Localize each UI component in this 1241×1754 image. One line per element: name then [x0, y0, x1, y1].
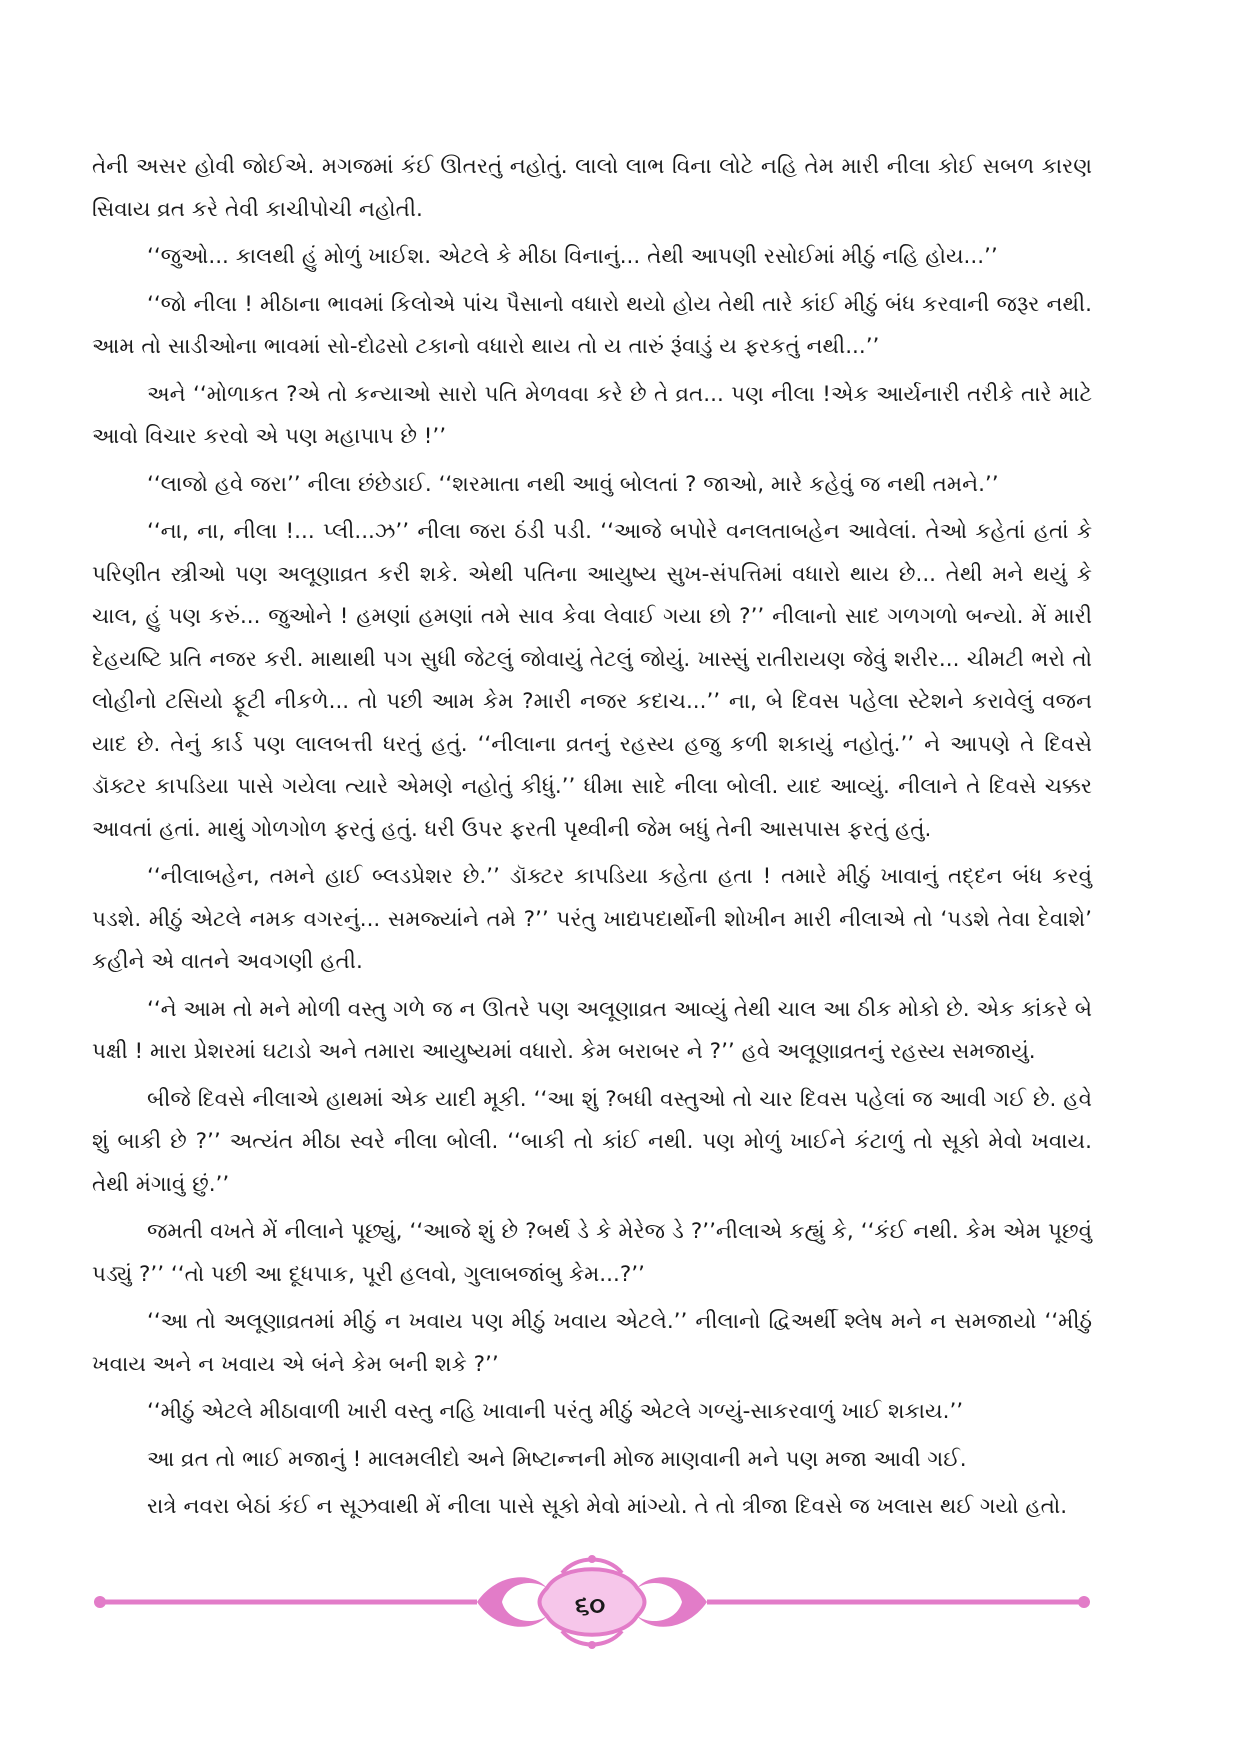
ornament-right-curl	[637, 1577, 707, 1627]
paragraph: તેની અસર હોવી જોઈએ. મગજમાં કંઈ ઊતરતું નહોતું. લાલો લાભ વિના લોટે નહિ તેમ મારી નીલા કોઈ સબળ કારણ સિવાય વ્રત કરે તેવી કાચીપોચી નહોતી.	[92, 154, 1092, 222]
ornament-top-bead	[588, 1555, 596, 1563]
paragraph: ‘‘ના, ના, નીલા !... પ્લી...ઝ’’ નીલા જરા ઠંડી પડી. ‘‘આજે બપોરે વનલતાબહેન આવેલાં. તેઓ કહેતાં હતાં કે પરિણીત સ્ત્રીઓ પણ અલૂણાવ્રત કરી શકે. એથી પતિના આયુષ્ય સુખ-સંપત્તિમાં વધારો થાય છે... તેથી મને થયું કે ચાલ, હું પણ કરું... જુઓને ! હમણાં હમણાં તમે સાવ કેવા લેવાઈ ગયા છો ?’’ નીલાનો સાદ ગળગળો બન્યો. મેં મારી દેહયષ્ટિ પ્રતિ નજર કરી. માથાથી પગ સુધી જેટલું જોવાયું તેટલું જોયું. ખાસ્સું રાતીરાયણ જેવું શરીર... ચીમટી ભરો તો લોહીનો ટસિયો ફૂટી નીકળે... તો પછી આમ કેમ ?મારી નજર કદાચ...’’ ના, બે દિવસ પહેલા સ્ટેશને કરાવેલું વજન યાદ છે. તેનું કાર્ડ પણ લાલબત્તી ધરતું હતું. ‘‘નીલાના વ્રતનું રહસ્ય હજુ કળી શકાયું નહોતું.’’ ને આપણે તે દિવસે ડૉક્ટર કાપડિયા પાસે ગયેલા ત્યારે એમણે નહોતું કીધું.’’ ધીમા સાદે નીલા બોલી. યાદ આવ્યું. નીલાને તે દિવસે ચક્કર આવતાં હતાં. માથું ગોળગોળ ફરતું હતું. ધરી ઉપર ફરતી પૃથ્વીની જેમ બધું તેની આસપાસ ફરતું હતું.	[92, 519, 1092, 842]
paragraph: ‘‘ને આમ તો મને મોળી વસ્તુ ગળે જ ન ઊતરે પણ અલૂણાવ્રત આવ્યું તેથી ચાલ આ ઠીક મોકો છે. એક કાંકરે બે પક્ષી ! મારા પ્રેશરમાં ઘટાડો અને તમારા આયુષ્યમાં વધારો. કેમ બરાબર ને ?’’ હવે અલૂણાવ્રતનું રહસ્ય સમજાયું.	[92, 996, 1092, 1064]
paragraph: આ વ્રત તો ભાઈ મજાનું ! માલમલીદો અને મિષ્ટાન્નની મોજ માણવાની મને પણ મજા આવી ગઈ.	[147, 1446, 967, 1472]
story-text	[92, 146, 1092, 1534]
paragraph: ‘‘નીલાબહેન, તમને હાઈ બ્લડપ્રેશર છે.’’ ડૉક્ટર કાપડિયા કહેતા હતા ! તમારે મીઠું ખાવાનું તદ્દન બંધ કરવું પડશે. મીઠું એટલે નમક વગરનું... સમજ્યાંને તમે ?’’ પરંતુ ખાદ્યપદાર્થોની શોખીન મારી નીલાએ તો ‘પડશે તેવા દેવાશે’ કહીને એ વાતને અવગણી હતી.	[92, 864, 1092, 974]
page-number: ૬૦	[574, 1591, 606, 1621]
paragraph: ‘‘મીઠું એટલે મીઠાવાળી ખારી વસ્તુ નહિ ખાવાની પરંતુ મીઠું એટલે ગળ્યું-સાકરવાળું ખાઈ શકાય.’’	[147, 1399, 964, 1424]
paragraph: જમતી વખતે મેં નીલાને પૂછ્યું, ‘‘આજે શું છે ?બર્થ ડે કે મેરેજ ડે ?’’નીલાએ કહ્યું કે, ‘‘કંઈ નથી. કેમ એમ પૂછવું પડ્યું ?’’ ‘‘તો પછી આ દૂધપાક, પૂરી હલવો, ગુલાબજાંબુ કેમ...?’’	[92, 1219, 1092, 1287]
paragraph: રાત્રે નવરા બેઠાં કંઈ ન સૂઝવાથી મેં નીલા પાસે સૂકો મેવો માંગ્યો. તે તો ત્રીજા દિવસે જ ખલાસ થઈ ગયો હતો.	[147, 1494, 1068, 1519]
paragraph: બીજે દિવસે નીલાએ હાથમાં એક યાદી મૂકી. ‘‘આ શું ?બધી વસ્તુઓ તો ચાર દિવસ પહેલાં જ આવી ગઈ છે. હવે શું બાકી છે ?’’ અત્યંત મીઠા સ્વરે નીલા બોલી. ‘‘બાકી તો કાંઈ નથી. પણ મોળું ખાઈને કંટાળું તો સૂકો મેવો ખવાય. તેથી મંગાવું છું.’’	[92, 1086, 1092, 1197]
paragraph: ‘‘જો નીલા ! મીઠાના ભાવમાં કિલોએ પાંચ પૈસાનો વધારો થયો હોય તેથી તારે કાંઈ મીઠું બંધ કરવાની જરૂર નથી. આમ તો સાડીઓના ભાવમાં સો-દોઢસો ટકાનો વધારો થાય તો ય તારું રૂંવાડું ય ફરકતું નથી...’’	[92, 291, 1092, 359]
paragraph: અને ‘‘મોળાકત ?એ તો કન્યાઓ સારો પતિ મેળવવા કરે છે તે વ્રત... પણ નીલા !એક આર્યનારી તરીકે તારે માટે આવો વિચાર કરવો એ પણ મહાપાપ છે !’’	[92, 381, 1092, 449]
paragraph: ‘‘લાજો હવે જરા’’ નીલા છંછેડાઈ. ‘‘શરમાતા નથી આવું બોલતાં ? જાઓ, મારે કહેવું જ નથી તમને.’’	[147, 471, 999, 497]
ornament-left-curl	[477, 1577, 547, 1627]
paragraph: ‘‘જુઓ... કાલથી હું મોળું ખાઈશ. એટલે કે મીઠા વિનાનું... તેથી આપણી રસોઈમાં મીઠું નહિ હોય...’’	[147, 244, 998, 269]
paragraph: ‘‘આ તો અલૂણાવ્રતમાં મીઠું ન ખવાય પણ મીઠું ખવાય એટલે.’’ નીલાનો દ્વિઅર્થી શ્લેષ મને ન સમજાયો ‘‘મીઠું ખવાય અને ન ખવાય એ બંને કેમ બની શકે ?’’	[92, 1309, 1092, 1377]
ornament-bottom-bead	[588, 1641, 596, 1649]
